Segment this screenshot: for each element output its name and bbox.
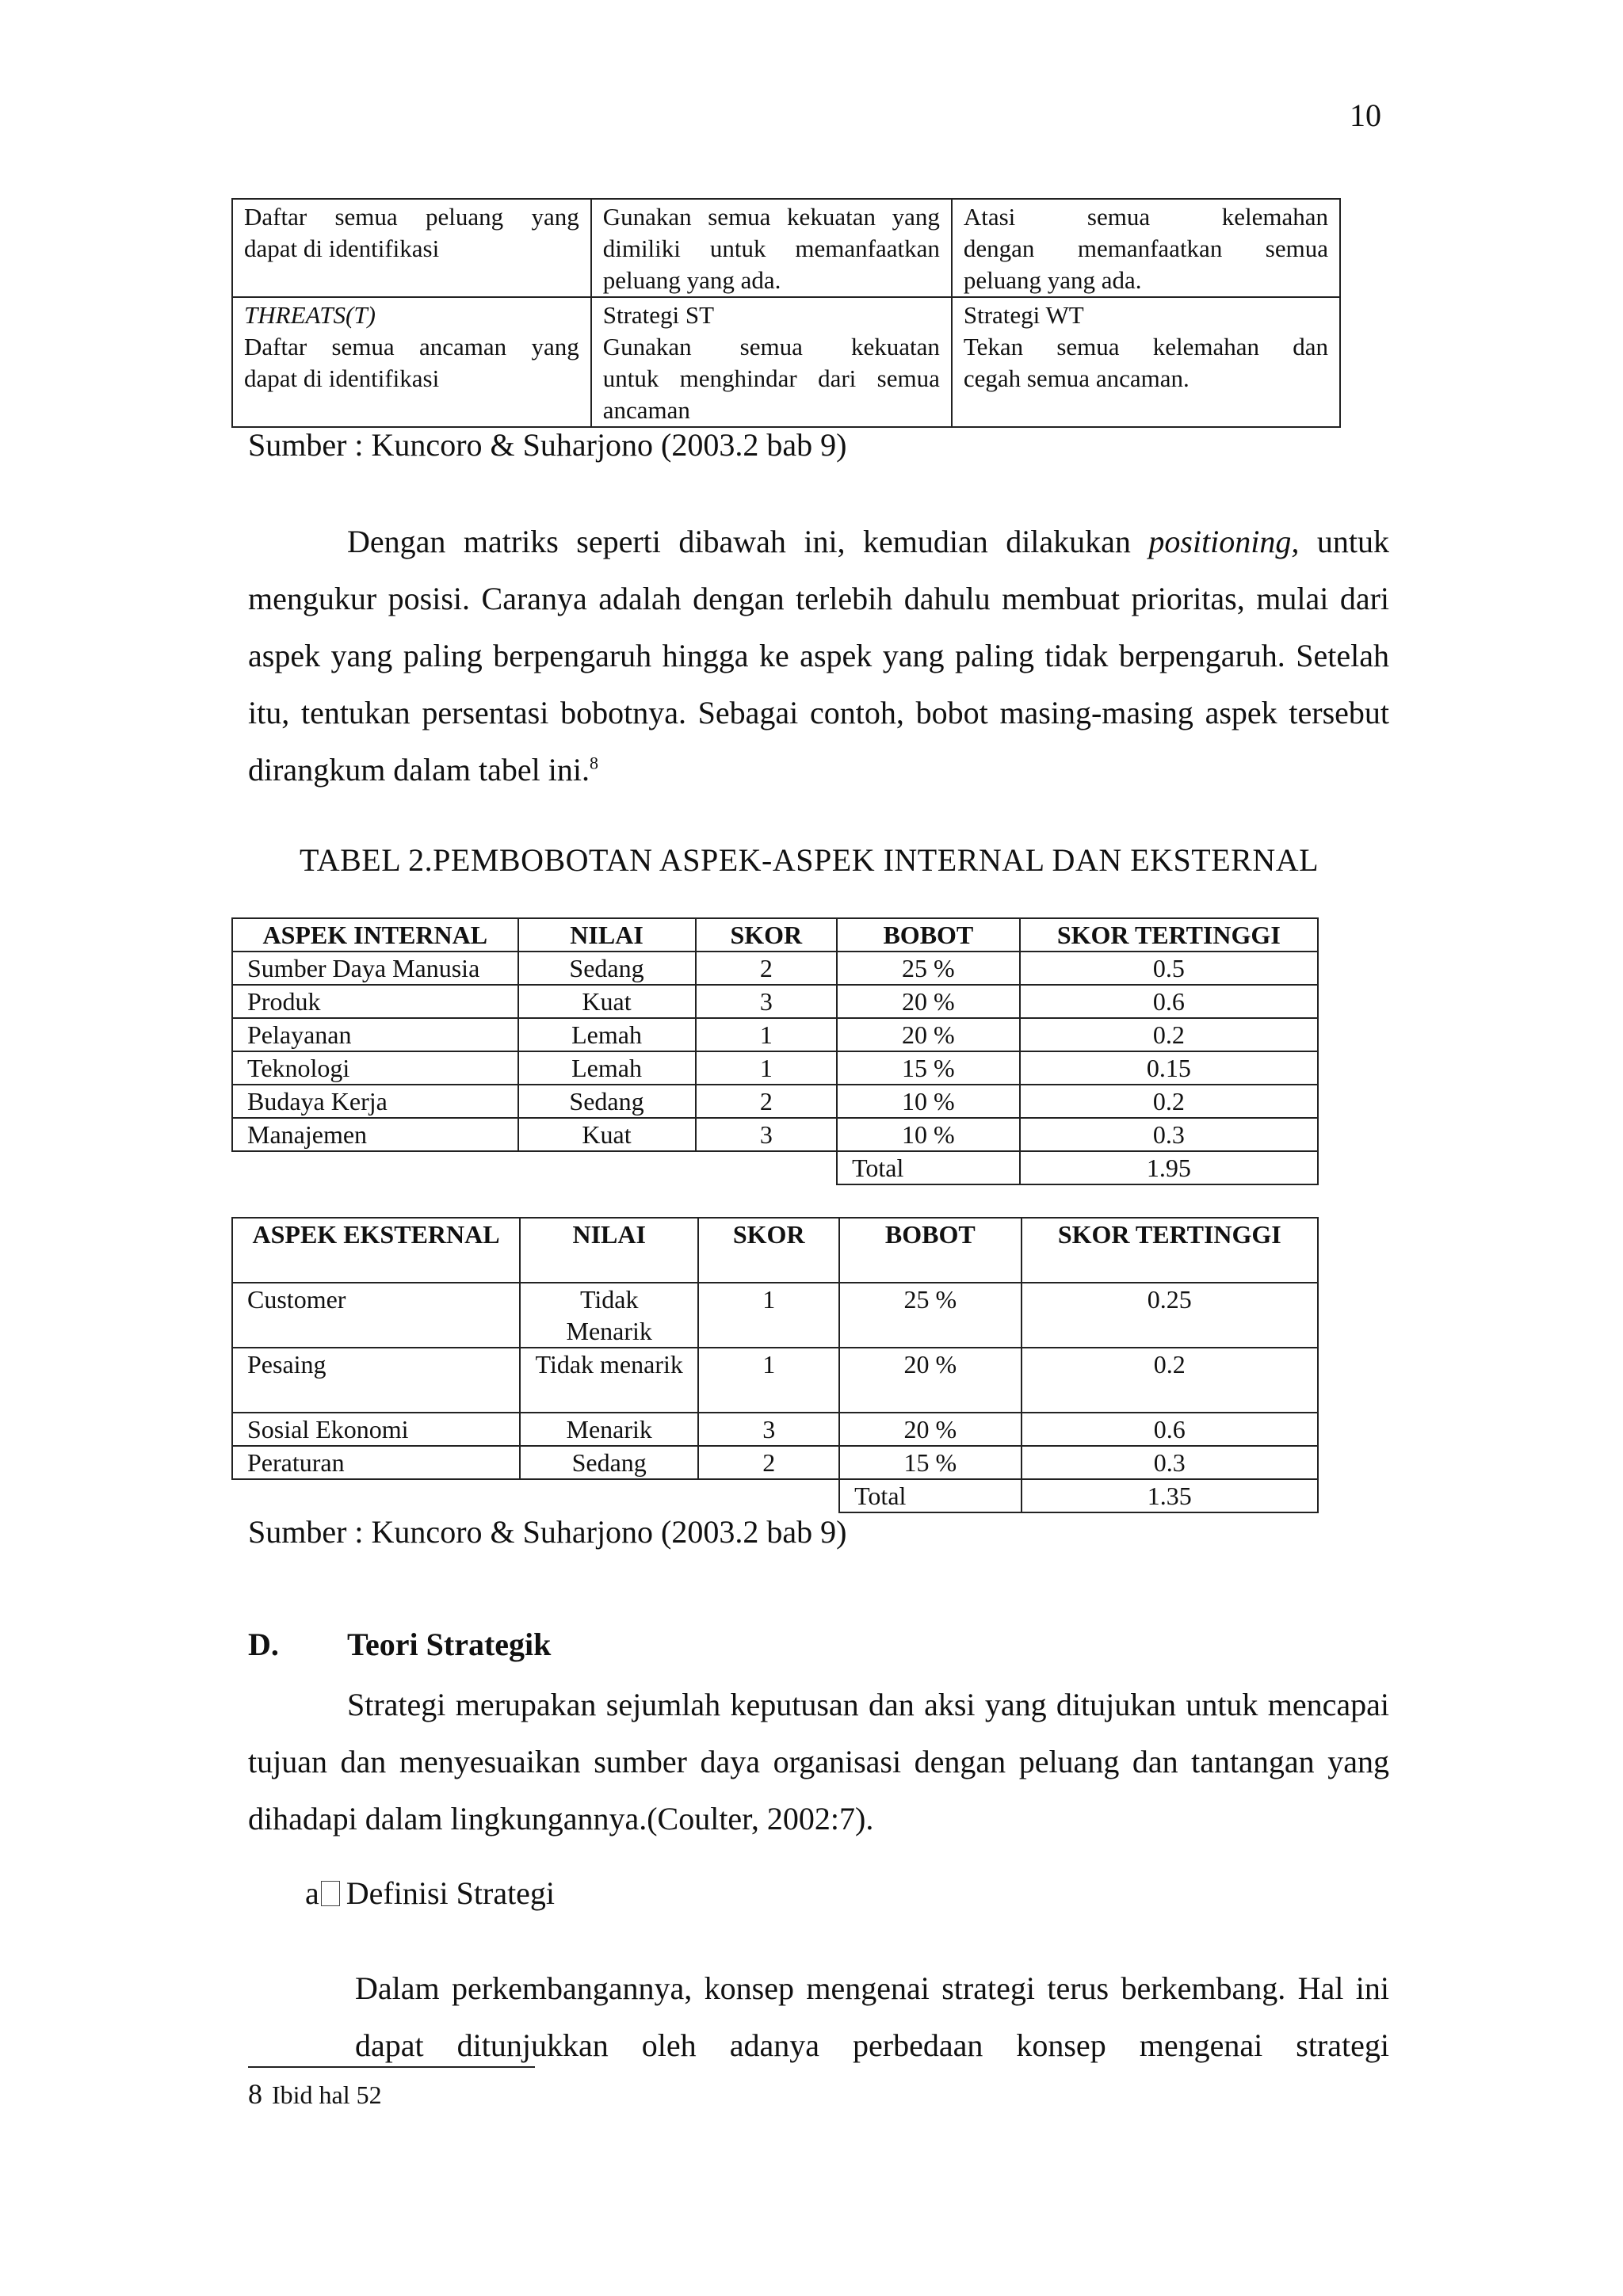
swot-cell: THREATS(T) Daftar semua ancaman yang dapat di identifikasi (232, 297, 591, 427)
swot-row-threats (232, 297, 1340, 427)
swot-cell: Atasi semua kelemahan dengan memanfaatkan semua peluang yang ada. (952, 199, 1340, 297)
table-row: Sumber Daya Manusia Sedang 2 25 % 0.5 (232, 952, 1318, 985)
footnote-reference: 8 (590, 753, 598, 773)
source-citation: Sumber : Kuncoro & Suharjono (2003.2 bab 9) (248, 427, 847, 463)
swot-cell: Gunakan semua kekuatan yang dimiliki untuk memanfaatkan peluang yang ada. (591, 199, 952, 297)
page-number: 10 (1350, 97, 1381, 133)
footnote: 8 Ibid hal 52 (248, 2078, 382, 2110)
swot-cell: Daftar semua peluang yang dapat di identifikasi (232, 199, 591, 297)
table-row: Budaya Kerja Sedang 2 10 % 0.2 (232, 1085, 1318, 1118)
table-total-row: Total 1.95 (232, 1151, 1318, 1184)
table-row: Pesaing Tidak menarik 1 20 % 0.2 (232, 1348, 1318, 1413)
table-row: Peraturan Sedang 2 15 % 0.3 (232, 1446, 1318, 1479)
swot-cell: Strategi WT Tekan semua kelemahan dan cegah semua ancaman. (952, 297, 1340, 427)
section-heading: D. Teori Strategik (248, 1627, 552, 1662)
source-citation: Sumber : Kuncoro & Suharjono (2003.2 bab 9) (248, 1514, 847, 1550)
table-title: TABEL 2.PEMBOBOTAN ASPEK-ASPEK INTERNAL DAN EKSTERNAL (300, 842, 1319, 878)
body-paragraph: Dengan matriks seperti dibawah ini, kemudian dilakukan positioning, untuk mengukur posisi. Caranya adalah dengan terlebih dahulu membuat prioritas, mulai dari aspek yang paling berpengaruh hingga ke aspek yang paling tidak berpengaruh. Setelah itu, tentukan persentasi bobotnya. Sebagai contoh, bobot masing-masing aspek tersebut dirangkum dalam tabel ini.$^8$ (248, 524, 1389, 788)
external-aspects-table (231, 1217, 1319, 1513)
table-row: Teknologi Lemah 1 15 % 0.15 (232, 1051, 1318, 1085)
footnote-divider (248, 2066, 535, 2068)
subsection-heading: a Definisi Strategi (305, 1875, 556, 1911)
missing-glyph-box-icon (321, 1881, 340, 1906)
table-row: Sosial Ekonomi Menarik 3 20 % 0.6 (232, 1413, 1318, 1446)
table-row: Manajemen Kuat 3 10 % 0.3 (232, 1118, 1318, 1151)
table-row: Customer Tidak Menarik 1 25 % 0.25 (232, 1283, 1318, 1348)
table-header-row: ASPEK INTERNAL NILAI SKOR BOBOT SKOR TERTINGGI (232, 918, 1318, 952)
table-row: Pelayanan Lemah 1 20 % 0.2 (232, 1018, 1318, 1051)
swot-matrix-table (231, 198, 1341, 428)
table-header-row: ASPEK EKSTERNAL NILAI SKOR BOBOT SKOR TERTINGGI (232, 1218, 1318, 1283)
internal-aspects-table (231, 917, 1319, 1185)
swot-row-opportunities (232, 199, 1340, 297)
body-paragraph: Dalam perkembangannya, konsep mengenai strategi terus berkembang. Hal ini dapat ditunjukkan oleh adanya perbedaan konsep mengenai strategi (355, 1970, 1389, 2063)
swot-cell: Strategi ST Gunakan semua kekuatan untuk menghindar dari semua ancaman (591, 297, 952, 427)
table-total-row: Total 1.35 (232, 1479, 1318, 1512)
body-paragraph: Strategi merupakan sejumlah keputusan dan aksi yang ditujukan untuk mencapai tujuan dan menyesuaikan sumber daya organisasi dengan peluang dan tantangan yang dihadapi dalam lingkungannya.(Coulter, 2002:7). (248, 1687, 1389, 1836)
table-row: Produk Kuat 3 20 % 0.6 (232, 985, 1318, 1018)
